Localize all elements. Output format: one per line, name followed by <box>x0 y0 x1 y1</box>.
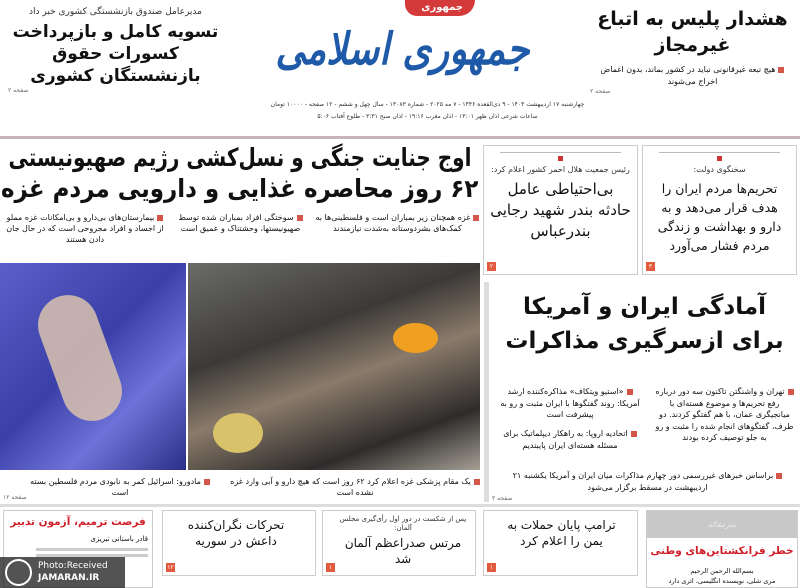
spokesman-box[interactable] <box>642 145 797 275</box>
kicker: مدیرعامل صندوق بازنشستگی کشوری خبر داد <box>29 7 202 17</box>
column-label: سرمقاله <box>707 520 737 529</box>
talks-sidebar-rule <box>484 282 489 502</box>
talks-bullet-eu: اتحادیه اروپا: به راهکار دیپلماتیک برای مسئله هسته‌ای ایران پایبندیم <box>495 428 645 451</box>
date-line: چهارشنبه ۱۷ اردیبهشت ۱۴۰۴ - ۹ ذی‌القعده ۱۴۴۶ - ۷ مه ۲۰۲۵ - شماره ۱۳۰۸۳ - سال چهل و ششم - ۱۲ صفحه - ۱۰۰۰۰ تومان <box>270 101 585 108</box>
page-ref: صفحه ۲ <box>8 87 29 94</box>
page-badge: ۱۲ <box>167 564 174 571</box>
top-left-teaser[interactable] <box>8 6 223 95</box>
logo-badge: جمهوری <box>421 2 463 13</box>
watermark <box>0 557 125 588</box>
main-bullet-1: بیمارستان‌های بی‌دارو و بی‌امکانات غزه مملو از اجساد و افراد مجروحی است که در حال جان دادن هستند <box>6 213 164 244</box>
kicker: رئیس جمعیت هلال احمر کشور اعلام کرد: <box>491 165 630 174</box>
jamaran-logo-icon <box>5 559 32 586</box>
bullet: هیچ تبعه غیرقانونی نباید در کشور بماند، بدون اغماض اخراج می‌شوند <box>590 64 795 88</box>
bottom-editorial[interactable] <box>646 510 798 588</box>
headline: تحریم‌ها مردم ایران را هدف قرار می‌دهد و به دارو و بهداشت و زندگی مردم فشار می‌آورد <box>657 181 782 253</box>
page-ref: صفحه ۲ <box>590 88 611 95</box>
headline: هشدار پلیس به اتباع غیرمجاز <box>597 8 788 56</box>
photo-child <box>0 263 186 470</box>
main-bullet-3: غزه همچنان زیر بمباران است و فلسطینی‌ها به کمک‌های بشردوستانه به‌شدت نیازمندند <box>315 212 480 234</box>
body-line-2: مری شلی، نویسنده انگلیسی، اثری دارد <box>668 577 776 585</box>
talks-headline[interactable] <box>492 290 797 358</box>
headline: بی‌احتیاطی عامل حادثه بندر شهید رجایی بندرعباس <box>490 180 631 240</box>
page-badge: ۳ <box>646 262 655 271</box>
talks-headline-line2: برای ازسرگیری مذاکرات <box>505 328 784 354</box>
headline: فرصت ترمیم، آزمون تدبیر <box>10 516 146 528</box>
caption-gaza-medical: یک مقام پزشکی غزه اعلام کرد ۶۲ روز است که هیچ دارو و آبی وارد غزه نشده است <box>230 476 480 498</box>
kicker: سخنگوی دولت: <box>693 165 746 174</box>
bottom-isis[interactable] <box>162 510 316 576</box>
main-bullet-2: سوختگی افراد بمباران شده توسط صهیونیستها، وحشتناک و عمیق است <box>178 212 303 234</box>
talks-bullet-fourth-round: براساس خبرهای غیررسمی دور چهارم مذاکرات میان ایران و آمریکا یکشنبه ۲۱ اردیبهشت در مسقط برگزار می‌شود <box>505 470 790 493</box>
talks-bullet-witkoff: «استیو ویتکاف» مذاکره‌کننده ارشد آمریکا: روند گفتگوها با ایران مثبت و رو به پیشرفت است <box>495 386 645 421</box>
bottom-germany[interactable] <box>322 510 476 576</box>
prayer-times: ساعات شرعی اذان ظهر ۱۳:۰۱ - اذان مغرب ۱۹:۱۶ - اذان صبح ۳:۳۱ - طلوع آفتاب ۵:۰۶ <box>317 113 538 120</box>
body-line-1: بسم‌الله الرحمن الرحیم <box>690 567 754 575</box>
page-ref: صفحه ۳ <box>492 495 513 502</box>
page-badge: ۱ <box>487 563 496 572</box>
main-headline-line2: ۶۲ روز محاصره غذایی و دارویی مردم غزه <box>1 174 479 203</box>
talks-bullet-tehran: تهران و واشنگتن تاکنون سه دور درباره رفع تحریم‌ها و موضوع هسته‌ای با میانجیگری عمان، با هم گفتگو کردند. دو طرف، گفتگوهای انجام شده را مثبت و رو به جلو توصیف کرده بودند <box>652 386 797 444</box>
talks-headline-line1: آمادگی ایران و آمریکا <box>523 294 766 320</box>
headline: خطر فرانکشتاین‌های وطنی <box>650 545 794 557</box>
top-right-teaser[interactable] <box>590 6 795 96</box>
page-badge: ۲ <box>487 262 496 271</box>
bottom-trump[interactable] <box>483 510 638 576</box>
headline: ترامپ پایان حملات به یمن را اعلام کرد <box>507 518 616 548</box>
bottom-divider <box>0 504 800 507</box>
main-headline[interactable] <box>0 142 480 204</box>
caption-maduro: مادورو: اسرائیل کمر به نابودی مردم فلسطین بسته است <box>30 476 210 498</box>
logo <box>270 0 535 95</box>
photo-crowd <box>188 263 480 470</box>
watermark-line1: Photo:Received <box>38 561 108 571</box>
red-crescent-box[interactable] <box>483 145 638 275</box>
editorial-banner <box>647 511 797 538</box>
author: قادر باستانی تبریزی <box>90 535 148 543</box>
kicker: پس از شکست در دور اول رأی‌گیری مجلس آلمان: <box>339 515 467 532</box>
logo-text: جمهوری اسلامی <box>275 24 530 75</box>
page-ref: صفحه ۱۲ <box>3 494 27 501</box>
main-headline-line1: اوج جنایت جنگی و نسل‌کشی رژیم صهیونیستی <box>8 143 472 172</box>
headline: تحرکات نگران‌کننده داعش در سوریه <box>187 518 285 548</box>
watermark-line2: JAMARAN.IR <box>38 573 100 583</box>
headline: تسویه کامل و بازپرداخت کسورات حقوق بازنشستگان کشوری <box>12 22 219 86</box>
headline: مرتس صدراعظم آلمان شد <box>344 536 462 566</box>
page-badge: ۱ <box>326 563 335 572</box>
masthead-divider <box>0 136 800 139</box>
